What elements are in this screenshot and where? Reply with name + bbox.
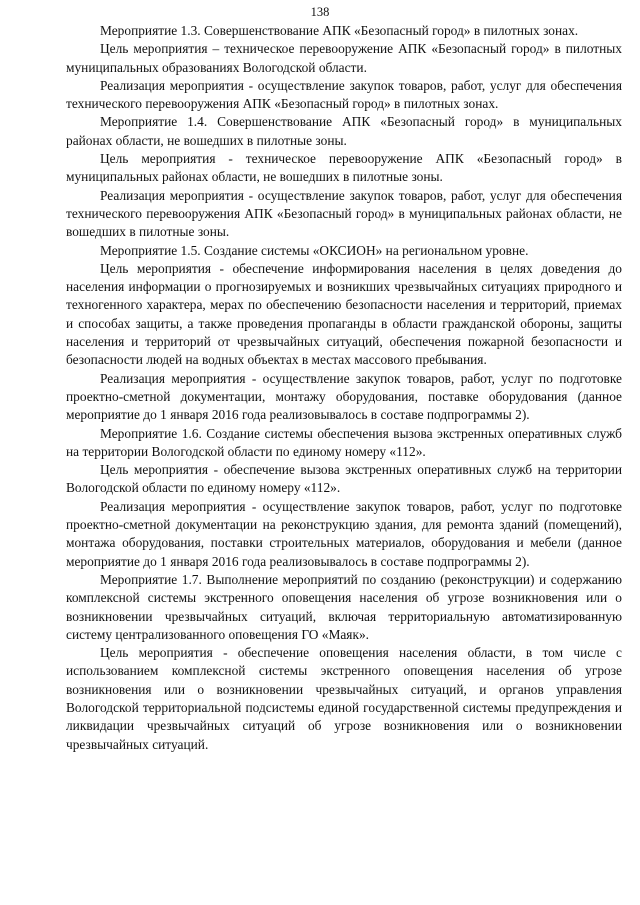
paragraph-measure-1-7-title: Мероприятие 1.7. Выполнение мероприятий по созданию (реконструкции) и содержанию комплексной системы экстренного оповещения населения об угрозе возникновения или о возникновении чрезвычайных ситуаций, включая территориальную автоматизированную систему централизованного оповещения ГО «Маяк». bbox=[66, 571, 622, 642]
paragraph-measure-1-6-title: Мероприятие 1.6. Создание системы обеспечения вызова экстренных оперативных служб на территории Вологодской области по единому номеру «112». bbox=[66, 425, 622, 459]
paragraph-measure-1-5-implementation: Реализация мероприятия - осуществление закупок товаров, работ, услуг по подготовке проектно-сметной документации, монтажу оборудования, поставке оборудования (данное мероприятие до 1 января 2016 года реализовывалось в составе подпрограммы 2). bbox=[66, 370, 622, 423]
paragraph-measure-1-7-goal: Цель мероприятия - обеспечение оповещения населения области, в том числе с использованием комплексной системы экстренного оповещения населения об угрозе возникновения или о возникновении чрезвычайных ситуаций, и органов управления Вологодской территориальной подсистемы единой государственной системы предупреждения и ликвидации чрезвычайных ситуаций об угрозе возникновения или о возникновении чрезвычайных ситуаций. bbox=[66, 645, 622, 752]
page-number: 138 bbox=[310, 5, 330, 19]
document-body bbox=[66, 22, 622, 754]
paragraph-measure-1-5-title: Мероприятие 1.5. Создание системы «ОКСИОН» на региональном уровне. bbox=[100, 242, 529, 258]
paragraph-measure-1-4-title: Мероприятие 1.4. Совершенствование АПК «Безопасный город» в муниципальных районах области, не вошедших в пилотные зоны. bbox=[66, 114, 622, 148]
paragraph-measure-1-4-implementation: Реализация мероприятия - осуществление закупок товаров, работ, услуг для обеспечения технического перевооружения АПК «Безопасный город» в муниципальных районах области, не вошедших в пилотные зоны. bbox=[66, 187, 622, 240]
paragraph-measure-1-6-implementation: Реализация мероприятия - осуществление закупок товаров, работ, услуг по подготовке проектно-сметной документации на реконструкцию здания, для ремонта зданий (помещений), монтажа оборудования, поставки строительных материалов, оборудования и мебели (данное мероприятие до 1 января 2016 года реализовывалось в составе подпрограммы 2). bbox=[66, 498, 622, 569]
paragraph-measure-1-4-goal: Цель мероприятия - техническое перевооружение АПК «Безопасный город» в муниципальных районах области, не вошедших в пилотные зоны. bbox=[66, 151, 622, 185]
paragraph-measure-1-6-goal: Цель мероприятия - обеспечение вызова экстренных оперативных служб на территории Вологодской области по единому номеру «112». bbox=[66, 462, 622, 496]
paragraph-measure-1-3-implementation: Реализация мероприятия - осуществление закупок товаров, работ, услуг для обеспечения технического перевооружения АПК «Безопасный город» в пилотных зонах. bbox=[66, 77, 622, 112]
paragraph-measure-1-3-goal: Цель мероприятия – техническое перевооружение АПК «Безопасный город» в пилотных муниципальных образованиях Вологодской области. bbox=[66, 41, 622, 75]
paragraph-measure-1-3-title: Мероприятие 1.3. Совершенствование АПК «Безопасный город» в пилотных зонах. bbox=[100, 23, 579, 38]
paragraph-measure-1-5-goal: Цель мероприятия - обеспечение информирования населения в целях доведения до населения информации о прогнозируемых и возникших чрезвычайных ситуациях природного и техногенного характера, мерах по обеспечению безопасности населения и территорий, приемах и способах защиты, а также проведения пропаганды в области гражданской обороны, защиты населения и территорий от чрезвычайных ситуаций, обеспечения пожарной безопасности и безопасности людей на водных объектах в местах массового пребывания. bbox=[66, 260, 622, 368]
